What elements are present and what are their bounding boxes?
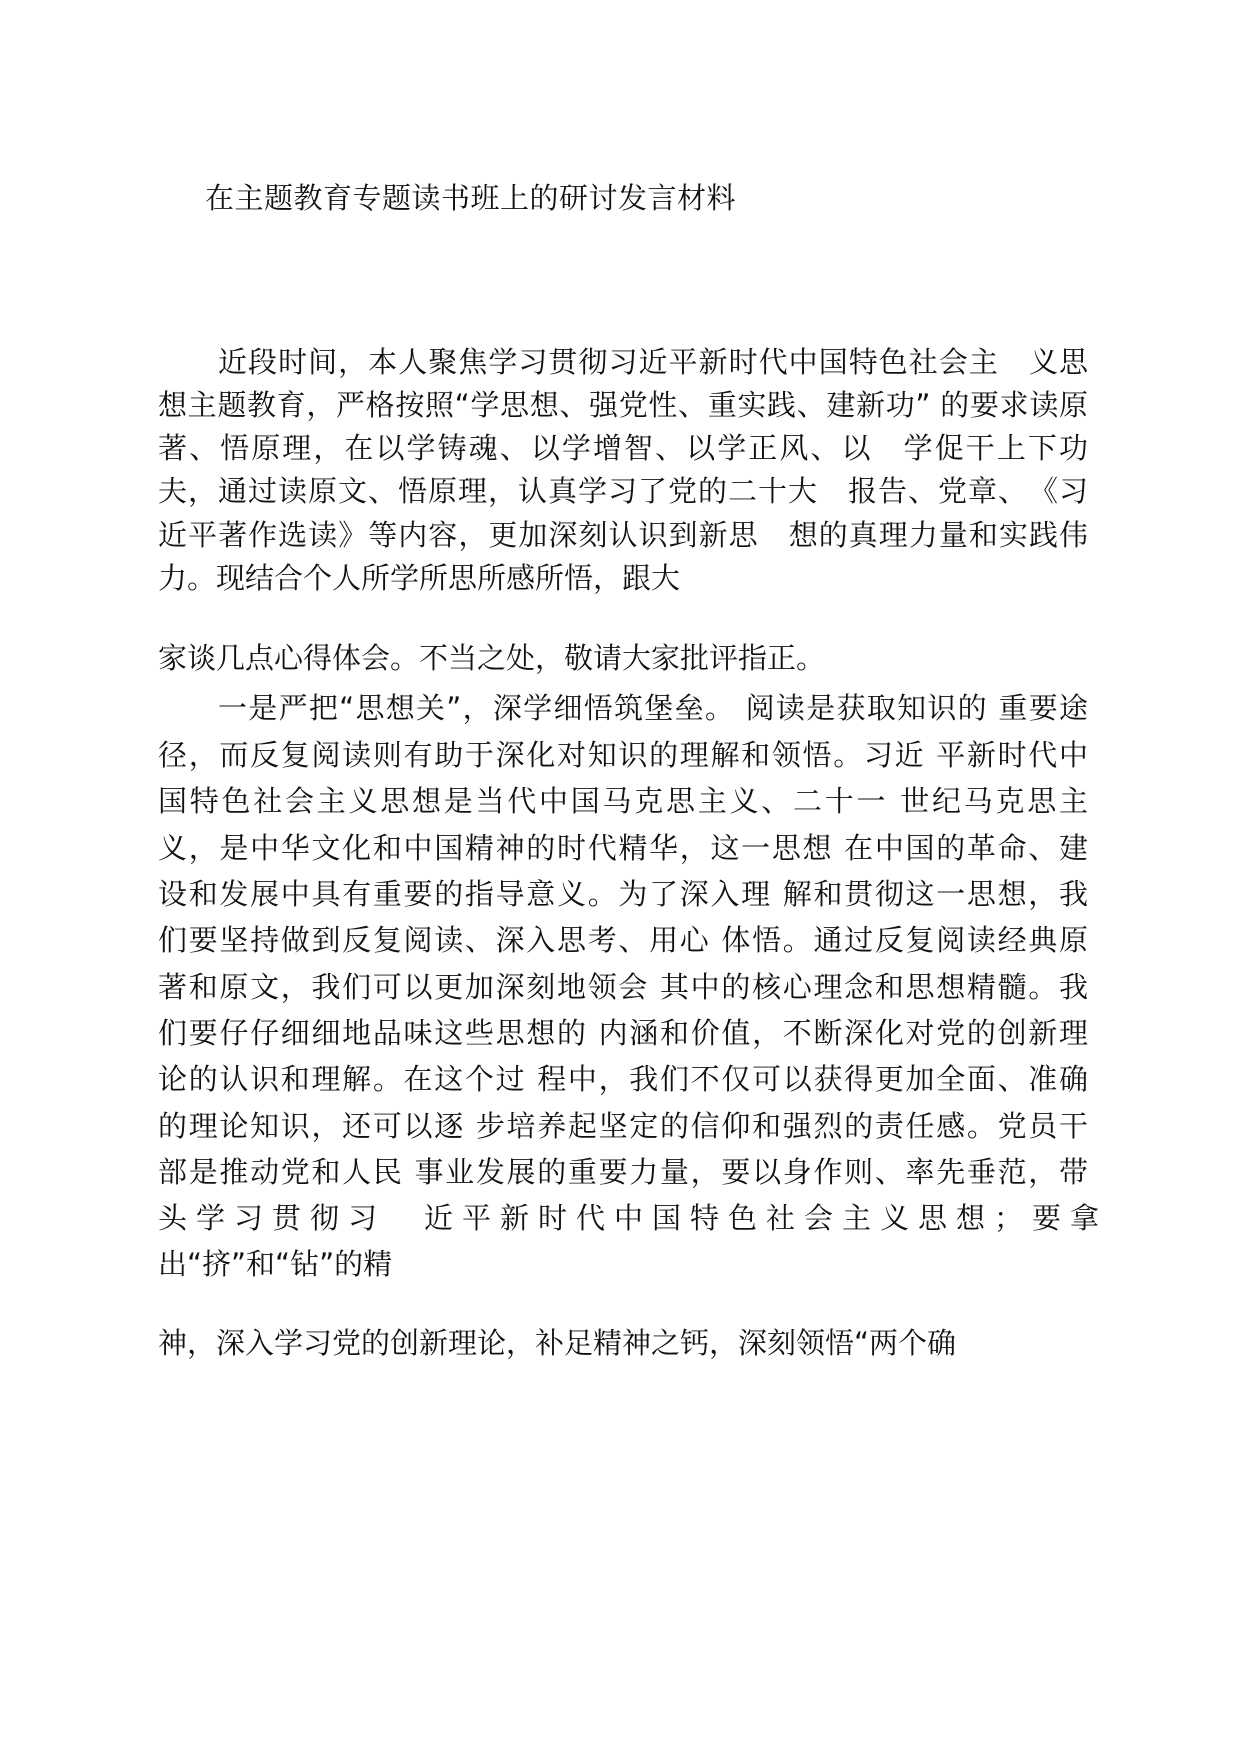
- paragraph-line: 夫，通过读原文、悟原理，认真学习了党的二十大 报告、党章、 《习: [158, 474, 1088, 508]
- paragraph-line: 们要坚持做到反复阅读、深入思考、用心 体悟。通过反复阅读经典原: [158, 923, 1088, 957]
- paragraph-line: 部是推动党和人民 事业发展的重要力量，要以身作则、率先垂范，带: [158, 1155, 1088, 1189]
- paragraph-line: 力。现结合个人所学所思所感所悟，跟大: [158, 561, 681, 595]
- paragraph-line: 国特色社会主义思想是当代中国马克思主义、二十一 世纪马克思主: [158, 784, 1088, 818]
- paragraph-line: 著、悟原理，在以学铸魂、以学增智、以学正风、以 学促干上下功: [158, 431, 1088, 465]
- paragraph-line: 头学习贯彻习 近平新时代中国特色社会主义思想；要拿: [158, 1201, 1109, 1235]
- paragraph-line: 设和发展中具有重要的指导意义。为了深入理 解和贯彻这一思想，我: [158, 877, 1088, 911]
- paragraph-line: 神，深入学习党的创新理论，补足精神之钙，深刻领悟“两个确: [158, 1326, 957, 1360]
- paragraph-line: 著和原文，我们可以更加深刻地领会 其中的核心理念和思想精髓。我: [158, 970, 1088, 1004]
- paragraph-line: 出“挤”和“钻”的精: [158, 1247, 393, 1281]
- paragraph-line: 的理论知识，还可以逐 步培养起坚定的信仰和强烈的责任感。党员干: [158, 1109, 1088, 1143]
- paragraph-line: 近段时间，本人聚焦学习贯彻习近平新时代中国特色社会主 义思: [218, 345, 1088, 379]
- paragraph-line: 们要仔仔细细地品味这些思想的 内涵和价值，不断深化对党的创新理: [158, 1016, 1088, 1050]
- paragraph-line: 义，是中华文化和中国精神的时代精华，这一思想 在中国的革命、建: [158, 831, 1088, 865]
- paragraph-line: 一是严把“思想关”，深学细悟筑堡垒。 阅读是获取知识的 重要途: [218, 691, 1088, 725]
- paragraph-line: 径，而反复阅读则有助于深化对知识的理解和领悟。习近 平新时代中: [158, 738, 1088, 772]
- paragraph-line: 家谈几点心得体会。不当之处，敬请大家批评指正。: [158, 641, 826, 675]
- document-title: 在主题教育专题读书班上的研讨发言材料: [205, 181, 737, 215]
- paragraph-line: 想主题教育，严格按照“学思想、强党性、重实践、建新功” 的要求读原: [158, 388, 1088, 422]
- paragraph-line: 论的认识和理解。在这个过 程中，我们不仅可以获得更加全面、准确: [158, 1062, 1088, 1096]
- paragraph-line: 近平著作选读》等内容，更加深刻认识到新思 想的真理力量和实践伟: [158, 518, 1088, 552]
